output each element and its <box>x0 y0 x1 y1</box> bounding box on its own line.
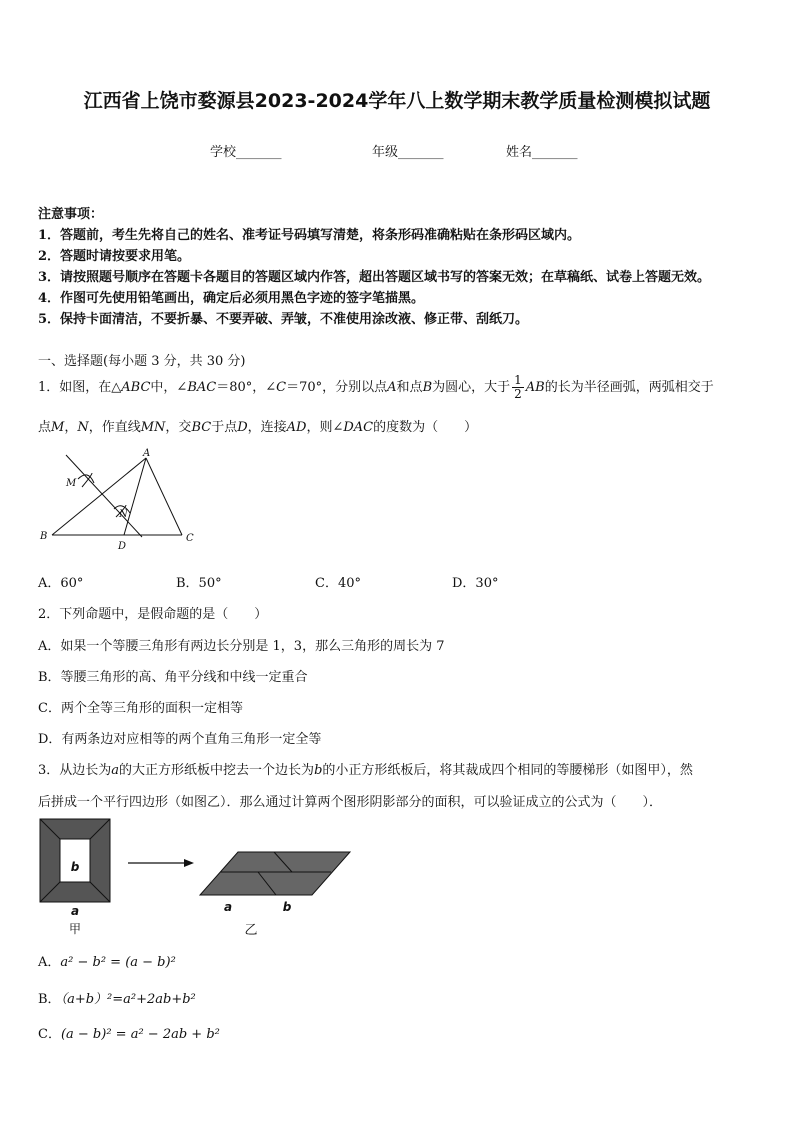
label-b: b <box>70 860 80 874</box>
fraction-one-half: $\frac{1}{2}$ <box>514 373 522 401</box>
q1-option-c: C．40° <box>315 576 361 591</box>
question-2-stem: 2．下列命题中，是假命题的是（ ） <box>38 607 268 622</box>
label-a: a <box>223 900 233 914</box>
label-b: b <box>282 900 292 914</box>
notice-item: 2．答题时请按要求用笔。 <box>38 249 191 264</box>
notice-item: 1．答题前，考生先将自己的姓名、准考证号码填写清楚，将条形码准确粘贴在条形码区域内。 <box>38 228 581 243</box>
q2-option-d: D．有两条边对应相等的两个直角三角形一定全等 <box>38 732 322 747</box>
q1-option-a: A．60° <box>38 576 84 591</box>
arrow-icon <box>126 855 196 871</box>
grade-field: 年级_______ <box>372 145 444 160</box>
q1-option-b: B．50° <box>176 576 222 591</box>
label-C: C <box>186 533 194 544</box>
q2-option-c: C．两个全等三角形的面积一定相等 <box>38 701 243 716</box>
section-heading: 一、选择题(每小题 3 分，共 30 分) <box>38 354 246 369</box>
notice-item: 4．作图可先使用铅笔画出，确定后必须用黑色字迹的签字笔描黑。 <box>38 291 425 306</box>
label-N: N <box>119 509 128 520</box>
question-3-line-2: 后拼成一个平行四边形（如图乙）．那么通过计算两个图形阴影部分的面积，可以验证成立的公式为（ ）． <box>38 795 663 810</box>
name-field: 姓名_______ <box>506 145 578 160</box>
label-A: A <box>143 448 151 459</box>
label-M: M <box>66 478 77 489</box>
question-1-line-2: 点M，N，作直线MN，交BC于点D，连接AD，则∠DAC的度数为（ ） <box>38 420 478 435</box>
label-D: D <box>118 541 127 552</box>
q2-option-b: B．等腰三角形的高、角平分线和中线一定重合 <box>38 670 308 685</box>
parallelogram-figure-yi <box>196 848 356 940</box>
q3-option-b: B．（a+b）²=a²+2ab+b² <box>38 992 196 1007</box>
q3-option-a: A．a² − b² = (a − b)² <box>38 955 176 970</box>
square-figure-jia <box>36 815 116 940</box>
label-a: a <box>70 904 80 918</box>
label-B: B <box>40 531 48 542</box>
question-1-line-1: 1．如图，在△ABC中，∠BAC＝80°，∠C＝70°，分别以点A和点B为圆心，大于 $\frac{1}{2}$ AB的长为半径画弧，两弧相交于 <box>38 373 714 401</box>
notice-heading: 注意事项： <box>38 207 104 222</box>
notice-item: 5．保持卡面清洁，不要折暴、不要弄破、弄皱，不准使用涂改液、修正带、刮纸刀。 <box>38 312 529 327</box>
school-field: 学校_______ <box>210 145 282 160</box>
triangle-figure <box>36 445 206 555</box>
q1-option-d: D．30° <box>452 576 499 591</box>
q2-option-a: A．如果一个等腰三角形有两边长分别是 1，3，那么三角形的周长为 7 <box>38 639 445 654</box>
notice-item: 3．请按照题号顺序在答题卡各题目的答题区域内作答，超出答题区域书写的答案无效；在草稿纸、试卷上答题无效。 <box>38 270 711 285</box>
q3-option-c: C．(a − b)² = a² − 2ab + b² <box>38 1027 220 1042</box>
question-3-line-1: 3．从边长为a的大正方形纸板中挖去一个边长为b的小正方形纸板后，将其裁成四个相同的等腰梯形（如图甲），然 <box>38 763 693 778</box>
label-jia: 甲 <box>68 922 82 936</box>
page-title: 江西省上饶市婺源县2023-2024学年八上数学期末教学质量检测模拟试题 <box>83 90 711 112</box>
label-yi: 乙 <box>244 923 258 938</box>
